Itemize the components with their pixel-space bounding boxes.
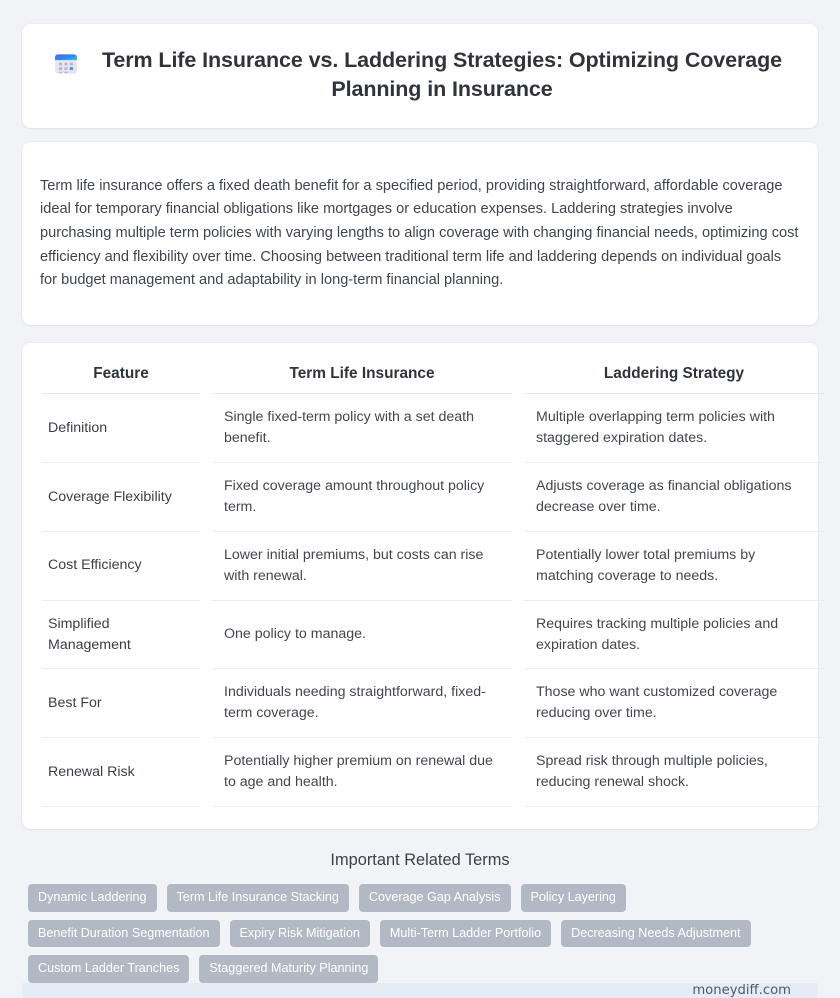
cell-feature: Renewal Risk	[42, 738, 200, 807]
column-gap	[512, 359, 524, 394]
cell-gap	[512, 738, 524, 807]
cell-term-life: Individuals needing straightforward, fixed-term coverage.	[212, 669, 512, 738]
related-terms-list	[28, 884, 812, 983]
related-term-tag[interactable]: Expiry Risk Mitigation	[230, 920, 370, 948]
table-row	[42, 600, 824, 669]
related-term-tag[interactable]: Benefit Duration Segmentation	[28, 920, 220, 948]
related-term-tag[interactable]: Policy Layering	[521, 884, 626, 912]
cell-gap	[512, 463, 524, 532]
table-header-row	[42, 359, 824, 394]
cell-term-life: One policy to manage.	[212, 600, 512, 669]
page-title: Term Life Insurance vs. Laddering Strategies: Optimizing Coverage Planning in Insurance	[101, 48, 783, 102]
related-term-tag[interactable]: Multi-Term Ladder Portfolio	[380, 920, 551, 948]
comparison-table-card	[22, 343, 818, 829]
cell-gap	[512, 531, 524, 600]
cell-feature: Simplified Management	[42, 600, 200, 669]
column-header-laddering: Laddering Strategy	[524, 359, 824, 394]
comparison-table	[42, 359, 824, 807]
related-term-tag[interactable]: Decreasing Needs Adjustment	[561, 920, 750, 948]
cell-gap	[512, 394, 524, 463]
table-row	[42, 669, 824, 738]
cell-gap	[200, 394, 212, 463]
cell-gap	[200, 600, 212, 669]
cell-gap	[512, 669, 524, 738]
related-term-tag[interactable]: Dynamic Laddering	[28, 884, 157, 912]
column-gap	[200, 359, 212, 394]
cell-laddering: Multiple overlapping term policies with staggered expiration dates.	[524, 394, 824, 463]
related-terms-section	[22, 851, 818, 983]
table-row	[42, 463, 824, 532]
table-row	[42, 394, 824, 463]
related-term-tag[interactable]: Term Life Insurance Stacking	[167, 884, 349, 912]
cell-gap	[200, 669, 212, 738]
related-term-tag[interactable]: Coverage Gap Analysis	[359, 884, 511, 912]
cell-feature: Definition	[42, 394, 200, 463]
footer-site-label: moneydiff.com	[692, 982, 791, 998]
calendar-icon	[52, 50, 80, 78]
cell-laddering: Potentially lower total premiums by matching coverage to needs.	[524, 531, 824, 600]
cell-term-life: Lower initial premiums, but costs can rise with renewal.	[212, 531, 512, 600]
cell-laddering: Those who want customized coverage reducing over time.	[524, 669, 824, 738]
description-text: Term life insurance offers a fixed death benefit for a specified period, providing straightforward, affordable coverage ideal for temporary financial obligations like mortgages or education expenses. Laddering strategies involve purchasing multiple term policies with varying lengths to align coverage with changing financial needs, optimizing cost efficiency and flexibility over time. Choosing between traditional term life and laddering depends on individual goals for budget management and adaptability in long-term financial planning.	[40, 177, 799, 289]
description-card	[22, 142, 818, 325]
cell-gap	[200, 738, 212, 807]
cell-gap	[200, 531, 212, 600]
related-term-tag[interactable]: Custom Ladder Tranches	[28, 955, 189, 983]
column-header-term-life: Term Life Insurance	[212, 359, 512, 394]
cell-feature: Coverage Flexibility	[42, 463, 200, 532]
cell-feature: Best For	[42, 669, 200, 738]
cell-gap	[512, 600, 524, 669]
cell-term-life: Single fixed-term policy with a set death benefit.	[212, 394, 512, 463]
cell-laddering: Adjusts coverage as financial obligations decrease over time.	[524, 463, 824, 532]
cell-feature: Cost Efficiency	[42, 531, 200, 600]
cell-term-life: Potentially higher premium on renewal due to age and health.	[212, 738, 512, 807]
cell-laddering: Requires tracking multiple policies and expiration dates.	[524, 600, 824, 669]
cell-laddering: Spread risk through multiple policies, reducing renewal shock.	[524, 738, 824, 807]
header-card	[22, 24, 818, 128]
table-row	[42, 738, 824, 807]
footer-bar	[22, 983, 818, 998]
cell-term-life: Fixed coverage amount throughout policy term.	[212, 463, 512, 532]
table-body	[42, 394, 824, 807]
related-term-tag[interactable]: Staggered Maturity Planning	[199, 955, 378, 983]
cell-gap	[200, 463, 212, 532]
table-row	[42, 531, 824, 600]
related-terms-title: Important Related Terms	[330, 850, 510, 869]
column-header-feature: Feature	[42, 359, 200, 394]
table-head	[42, 359, 824, 394]
